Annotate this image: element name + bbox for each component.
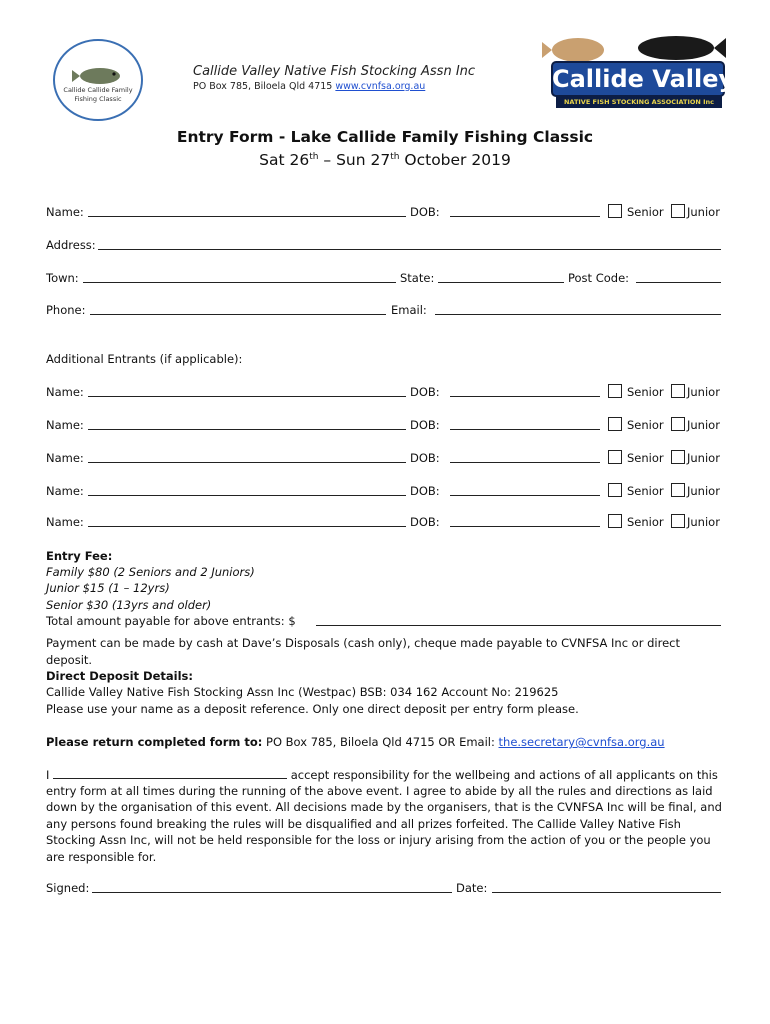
senior-label: Senior: [627, 385, 664, 399]
junior-checkbox[interactable]: [671, 417, 685, 431]
declaration-line5: Stocking Assn Inc, will not be held responsible for the loss or injury arising from the action of you or the people you: [46, 833, 711, 847]
total-amount-label: Total amount payable for above entrants: $: [46, 614, 296, 628]
senior-label: Senior: [627, 205, 664, 219]
senior-checkbox[interactable]: [608, 417, 622, 431]
junior-checkbox[interactable]: [671, 204, 685, 218]
fee-junior: Junior $15 (1 – 12yrs): [46, 581, 170, 595]
declaration-line4: any persons found breaking the rules will be disqualified and all prizes forfeited. The Callide Valley Native Fish: [46, 817, 681, 831]
date-label: Date:: [456, 881, 488, 895]
postcode-field[interactable]: [636, 271, 721, 283]
name-label: Name:: [46, 484, 84, 498]
senior-label: Senior: [627, 484, 664, 498]
additional-entrants-heading: Additional Entrants (if applicable):: [46, 352, 243, 366]
senior-label: Senior: [627, 418, 664, 432]
name-field[interactable]: [88, 205, 406, 217]
return-address: PO Box 785, Biloela Qld 4715 OR Email:: [262, 735, 499, 749]
dob-label: DOB:: [410, 484, 440, 498]
name-field[interactable]: [88, 451, 406, 463]
name-label: Name:: [46, 205, 84, 219]
dob-label: DOB:: [410, 451, 440, 465]
return-instructions: [46, 734, 726, 751]
phone-field[interactable]: [90, 303, 386, 315]
junior-checkbox[interactable]: [671, 514, 685, 528]
email-field[interactable]: [435, 303, 721, 315]
junior-label: Junior: [687, 515, 720, 529]
right-logo-text: Callide Valley: [552, 65, 735, 93]
name-label: Name:: [46, 451, 84, 465]
declaration-line6: are responsible for.: [46, 850, 157, 864]
senior-checkbox[interactable]: [608, 204, 622, 218]
deposit-heading: Direct Deposit Details:: [46, 669, 193, 683]
dob-field[interactable]: [450, 205, 600, 217]
fee-senior: Senior $30 (13yrs and older): [46, 598, 212, 612]
name-field[interactable]: [88, 418, 406, 430]
senior-checkbox[interactable]: [608, 514, 622, 528]
state-label: State:: [400, 271, 435, 285]
right-logo-subtext: NATIVE FISH STOCKING ASSOCIATION Inc: [563, 98, 715, 106]
payment-text: Payment can be made by cash at Dave’s Disposals (cash only), cheque made payable to CVNFSA Inc or direct deposit.: [46, 636, 680, 667]
return-label: Please return completed form to:: [46, 735, 263, 749]
dob-label: DOB:: [410, 205, 440, 219]
senior-label: Senior: [627, 451, 664, 465]
junior-checkbox[interactable]: [671, 450, 685, 464]
senior-checkbox[interactable]: [608, 450, 622, 464]
dob-field[interactable]: [450, 418, 600, 430]
senior-checkbox[interactable]: [608, 483, 622, 497]
phone-label: Phone:: [46, 303, 86, 317]
junior-label: Junior: [687, 451, 720, 465]
entry-fee-heading: Entry Fee:: [46, 549, 113, 563]
total-amount-field[interactable]: [316, 614, 721, 626]
right-logo: [538, 28, 735, 112]
fee-family: Family $80 (2 Seniors and 2 Juniors): [46, 565, 255, 579]
declaration-line3: down by the organisation of this event. All decisions made by the organisers, that is the CVNFSA Inc will be final, and: [46, 800, 722, 814]
declaration-line1: I accept responsibility for the wellbeing and actions of all applicants on this: [46, 768, 718, 782]
town-label: Town:: [46, 271, 79, 285]
dob-label: DOB:: [410, 515, 440, 529]
event-dates: Sat 26th – Sun 27th October 2019: [259, 151, 511, 169]
junior-checkbox[interactable]: [671, 483, 685, 497]
website-link[interactable]: www.cvnfsa.org.au: [335, 81, 426, 92]
left-logo: [52, 38, 144, 122]
address-label: Address:: [46, 238, 96, 252]
junior-checkbox[interactable]: [671, 384, 685, 398]
senior-label: Senior: [627, 515, 664, 529]
name-label: Name:: [46, 385, 84, 399]
declaration-line2: entry form at all times during the running of the above event. I agree to abide by all the rules and directions as laid: [46, 784, 713, 798]
signature-field[interactable]: [92, 881, 452, 893]
junior-label: Junior: [687, 385, 720, 399]
date-field[interactable]: [492, 881, 721, 893]
left-logo-text: Callide Callide Family Fishing Classic: [63, 86, 133, 103]
junior-label: Junior: [687, 205, 720, 219]
junior-label: Junior: [687, 484, 720, 498]
email-label: Email:: [391, 303, 427, 317]
signed-label: Signed:: [46, 881, 90, 895]
name-field[interactable]: [88, 484, 406, 496]
form-title: Entry Form - Lake Callide Family Fishing Classic: [176, 128, 594, 146]
name-label: Name:: [46, 515, 84, 529]
dob-field[interactable]: [450, 515, 600, 527]
deposit-bank-details: Callide Valley Native Fish Stocking Assn Inc (Westpac) BSB: 034 162 Account No: 219625: [46, 685, 559, 699]
deposit-reference-note: Please use your name as a deposit reference. Only one direct deposit per entry form please.: [46, 702, 579, 716]
name-field[interactable]: [88, 515, 406, 527]
secretary-email-link[interactable]: the.secretary@cvnfsa.org.au: [498, 735, 665, 749]
declaration-name-field[interactable]: [53, 767, 287, 779]
state-field[interactable]: [438, 271, 564, 283]
org-address: PO Box 785, Biloela Qld 4715: [193, 81, 333, 92]
name-field[interactable]: [88, 385, 406, 397]
dob-field[interactable]: [450, 451, 600, 463]
org-name: Callide Valley Native Fish Stocking Assn Inc: [193, 64, 476, 79]
dob-label: DOB:: [410, 385, 440, 399]
dob-label: DOB:: [410, 418, 440, 432]
dob-field[interactable]: [450, 385, 600, 397]
org-address-line: [193, 81, 425, 92]
junior-label: Junior: [687, 418, 720, 432]
postcode-label: Post Code:: [568, 271, 630, 285]
name-label: Name:: [46, 418, 84, 432]
address-field[interactable]: [98, 238, 721, 250]
senior-checkbox[interactable]: [608, 384, 622, 398]
dob-field[interactable]: [450, 484, 600, 496]
town-field[interactable]: [83, 271, 396, 283]
